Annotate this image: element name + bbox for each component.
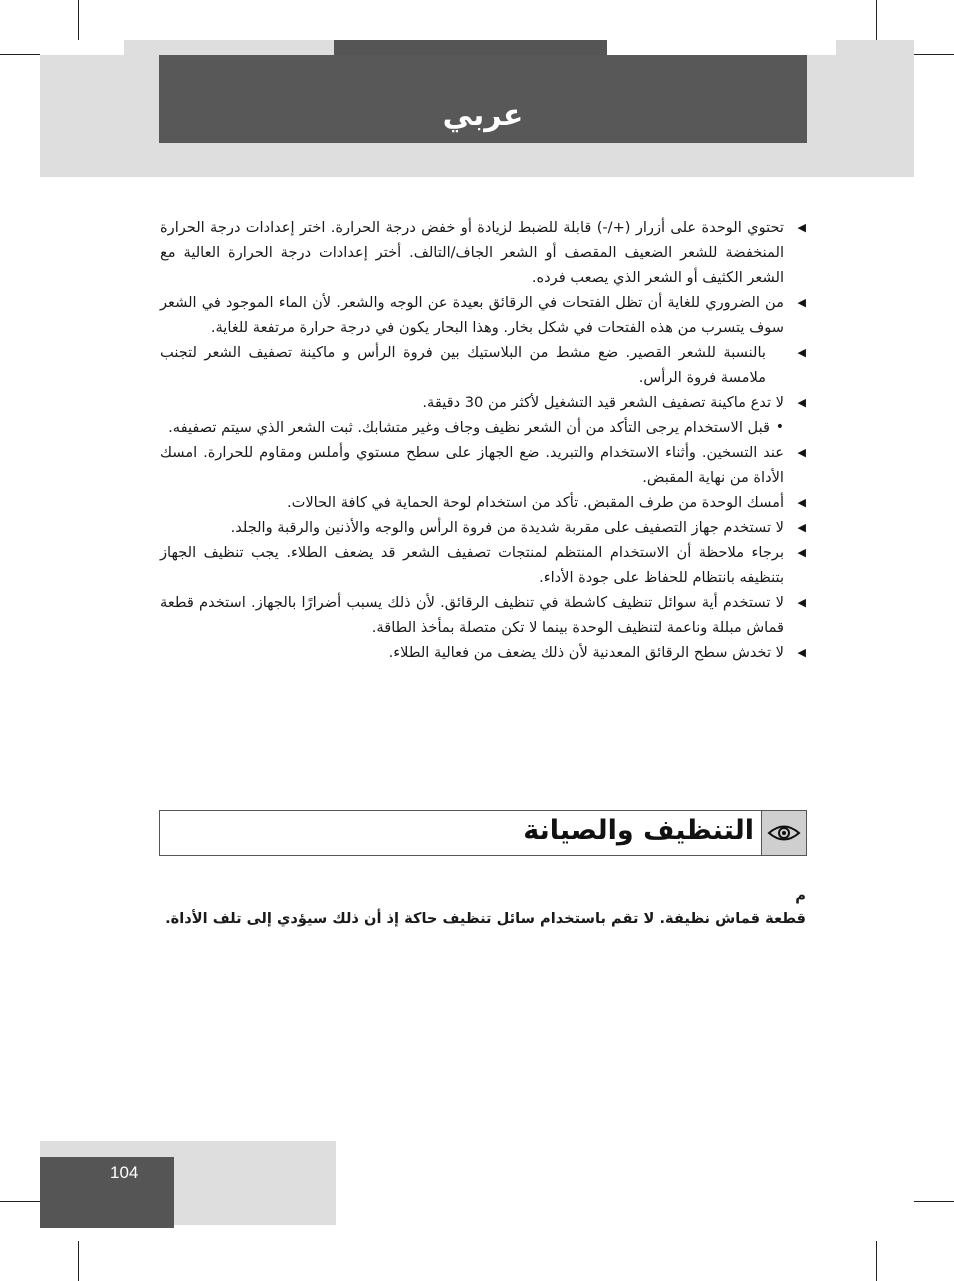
- crop-mark: [0, 1201, 40, 1202]
- triangle-bullet-icon: ◀: [797, 221, 806, 234]
- list-item-text: تحتوي الوحدة على أزرار (+/-) قابلة للضبط لزيادة أو خفض درجة الحرارة. اختر إعدادات درجة الحرارة المنخفضة للشعر الضعيف المقصف أو الشعر الجاف/التالف. أختر إعدادات درجة الحرارة العالية مع الشعر الكثيف أو الشعر الذي يصعب فرده.: [160, 219, 784, 286]
- list-item-text: لا تدع ماكينة تصفيف الشعر قيد التشغيل لأكثر من 30 دقيقة.: [422, 394, 784, 411]
- list-item: [160, 515, 806, 540]
- dot-bullet-icon: •: [775, 419, 784, 435]
- list-item-text: عند التسخين. وأثناء الاستخدام والتبريد. ضع الجهاز على سطح مستوي وأملس ومقاوم للحرارة. امسك الأداة من نهاية المقبض.: [160, 444, 784, 486]
- triangle-bullet-icon: ◀: [797, 396, 806, 409]
- header-tab: [334, 40, 607, 56]
- list-item: [160, 390, 806, 415]
- list-item: [160, 215, 806, 290]
- triangle-bullet-icon: ◀: [797, 546, 806, 559]
- sub-list-item: [160, 415, 784, 440]
- list-item: [160, 490, 806, 515]
- triangle-bullet-icon: ◀: [797, 646, 806, 659]
- page-number: 104: [110, 1163, 139, 1182]
- list-item: [160, 290, 806, 340]
- list-item-text: لا تستخدم أية سوائل تنظيف كاشطة في تنظيف الرقائق. لأن ذلك يسبب أضرارًا بالجهاز. استخدم قطعة قماش مبللة وناعمة لتنظيف الوحدة بينما لا تكن متصلة بمأخذ الطاقة.: [160, 594, 784, 636]
- list-item-text: برجاء ملاحظة أن الاستخدام المنتظم لمنتجات تصفيف الشعر قد يضعف الطلاء. يجب تنظيف الجهاز بتنظيفه بانتظام للحفاظ على جودة الأداء.: [160, 544, 784, 586]
- sub-list-item-text: قبل الاستخدام يرجى التأكد من أن الشعر نظيف وجاف وغير متشابك. ثبت الشعر الذي سيتم تصفيفه.: [168, 419, 770, 436]
- cleaning-line-fragment: م: [795, 887, 806, 904]
- list-item-text: من الضروري للغاية أن تظل الفتحات في الرقائق بعيدة عن الوجه والشعر. لأن الماء الموجود في الشعر سوف يتسرب من هذه الفتحات في شكل بخار. وهذا البحار يكون في درجة حرارة مرتفعة للغاية.: [160, 294, 784, 336]
- crop-mark: [0, 54, 40, 55]
- list-item: [160, 340, 806, 390]
- header-notch: [40, 40, 124, 55]
- cleaning-paragraph: [160, 884, 806, 930]
- list-item-text: أمسك الوحدة من طرف المقبض. تأكد من استخدام لوحة الحماية في كافة الحالات.: [286, 494, 784, 511]
- list-item-text: بالنسبة للشعر القصير. ضع مشط من البلاستيك بين فروة الرأس و ماكينة تصفيف الشعر لتجنب ملامسة فروة الرأس.: [160, 344, 766, 386]
- page-number-box: [40, 1157, 174, 1228]
- triangle-bullet-icon: ◀: [797, 496, 806, 509]
- section-header: [159, 810, 807, 856]
- crop-mark: [914, 54, 954, 55]
- list-item-text: لا تخدش سطح الرقائق المعدنية لأن ذلك يضعف من فعالية الطلاء.: [388, 644, 784, 661]
- list-item: [160, 590, 806, 640]
- crop-mark: [78, 1241, 79, 1281]
- eye-icon: [761, 811, 806, 855]
- section-title: التنظيف والصيانة: [523, 815, 754, 846]
- list-item: [160, 640, 806, 665]
- list-item: [160, 540, 806, 590]
- crop-mark: [78, 0, 79, 40]
- crop-mark: [876, 0, 877, 40]
- list-item-text: لا تستخدم جهاز التصفيف على مقربة شديدة من فروة الرأس والوجه والأذنين والرقبة والجلد.: [230, 519, 784, 536]
- cleaning-text: قطعة قماش نظيفة. لا تقم باستخدام سائل تنظيف حاكة إذ أن ذلك سيؤدي إلى تلف الأداة.: [165, 910, 806, 927]
- header-notch: [607, 40, 836, 55]
- triangle-bullet-icon: ◀: [797, 296, 806, 309]
- triangle-bullet-icon: ◀: [797, 346, 806, 359]
- triangle-bullet-icon: ◀: [797, 521, 806, 534]
- list-item: [160, 440, 806, 490]
- crop-mark: [876, 1241, 877, 1281]
- title-bar: [159, 55, 807, 143]
- triangle-bullet-icon: ◀: [797, 596, 806, 609]
- crop-mark: [914, 1201, 954, 1202]
- triangle-bullet-icon: ◀: [797, 446, 806, 459]
- instruction-list: [160, 215, 806, 665]
- page-title: عربي: [442, 98, 524, 133]
